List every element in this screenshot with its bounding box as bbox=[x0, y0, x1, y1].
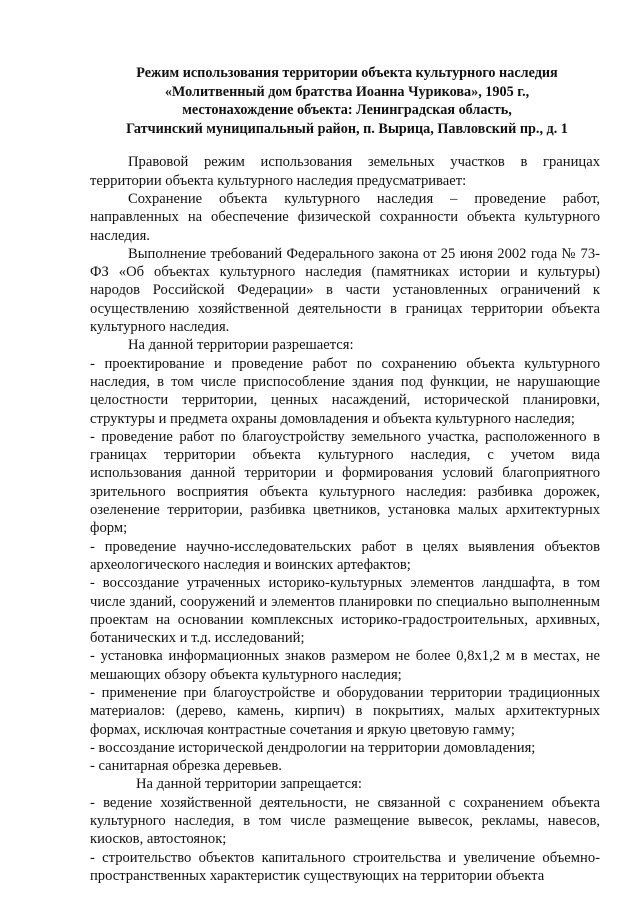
title-line-2: «Молитвенный дом братства Иоанна Чурикова», 1905 г., bbox=[164, 83, 530, 100]
document-body bbox=[90, 153, 600, 885]
paragraph-legal-regime: Правовой режим использования земельных участков в границах территории объекта культурного наследия предусматривает: bbox=[90, 154, 600, 189]
list-item-allowed: - применение при благоустройстве и оборудовании территории традиционных материалов: (дерево, камень, кирпич) в покрытиях, малых архитектурных формах, исключая контрастные сочетания и яркую цветовую гамму; bbox=[90, 684, 600, 738]
title-line-3: местонахождение объекта: Ленинградская область, bbox=[182, 102, 512, 119]
heading-prohibited: На данной территории запрещается: bbox=[136, 776, 362, 793]
list-item-allowed: - санитарная обрезка деревьев. bbox=[90, 758, 282, 775]
list-item-allowed: - проведение научно-исследовательских работ в целях выявления объектов археологического наследия и воинских артефактов; bbox=[90, 538, 600, 573]
title-line-4: Гатчинский муниципальный район, п. Вырица, Павловский пр., д. 1 bbox=[126, 120, 568, 137]
document-page bbox=[90, 64, 600, 885]
list-item-allowed: - проектирование и проведение работ по сохранению объекта культурного наследия, в том числе приспособление здания под функции, не нарушающие целостности территории, ценных насаждений, исторической планировки, структуры и предмета охраны домовладения и объекта культурного наследия; bbox=[90, 355, 600, 427]
list-item-prohibited: - строительство объектов капитального строительства и увеличение объемно-пространственных характеристик существующих на территории объекта bbox=[90, 849, 600, 884]
list-item-allowed: - проведение работ по благоустройству земельного участка, расположенного в границах территории объекта культурного наследия, с учетом вида использования данной территории и формирования условий благоприятного зрительного восприятия объекта культурного наследия: разбивка дорожек, озеленение территории, разбивка цветников, установка малых архитектурных форм; bbox=[90, 428, 600, 537]
list-item-allowed: - установка информационных знаков размером не более 0,8х1,2 м в местах, не мешающих обзору объекта культурного наследия; bbox=[90, 648, 600, 683]
title-line-1: Режим использования территории объекта культурного наследия bbox=[136, 65, 558, 81]
list-item-allowed: - воссоздание исторической дендрологии на территории домовладения; bbox=[90, 739, 536, 756]
list-item-prohibited: - ведение хозяйственной деятельности, не связанной с сохранением объекта культурного наследия, в том числе размещение вывесок, рекламы, навесов, киосков, автостоянок; bbox=[90, 794, 600, 848]
list-item-allowed: - воссоздание утраченных историко-культурных элементов ландшафта, в том числе зданий, сооружений и элементов планировки по специально выполненным проектам на основании комплексных историко-градостроительных, архивных, ботанических и т.д. исследований; bbox=[90, 575, 600, 647]
paragraph-preservation: Сохранение объекта культурного наследия – проведение работ, направленных на обеспечение физической сохранности объекта культурного наследия. bbox=[90, 190, 600, 244]
document-title bbox=[90, 64, 600, 138]
paragraph-federal-law: Выполнение требований Федерального закона от 25 июня 2002 года № 73-ФЗ «Об объектах культурного наследия (памятниках истории и культуры) народов Российской Федерации» в части установленных ограничений к осуществлению хозяйственной деятельности в границах территории объекта культурного наследия. bbox=[90, 245, 600, 336]
heading-allowed: На данной территории разрешается: bbox=[128, 337, 354, 354]
